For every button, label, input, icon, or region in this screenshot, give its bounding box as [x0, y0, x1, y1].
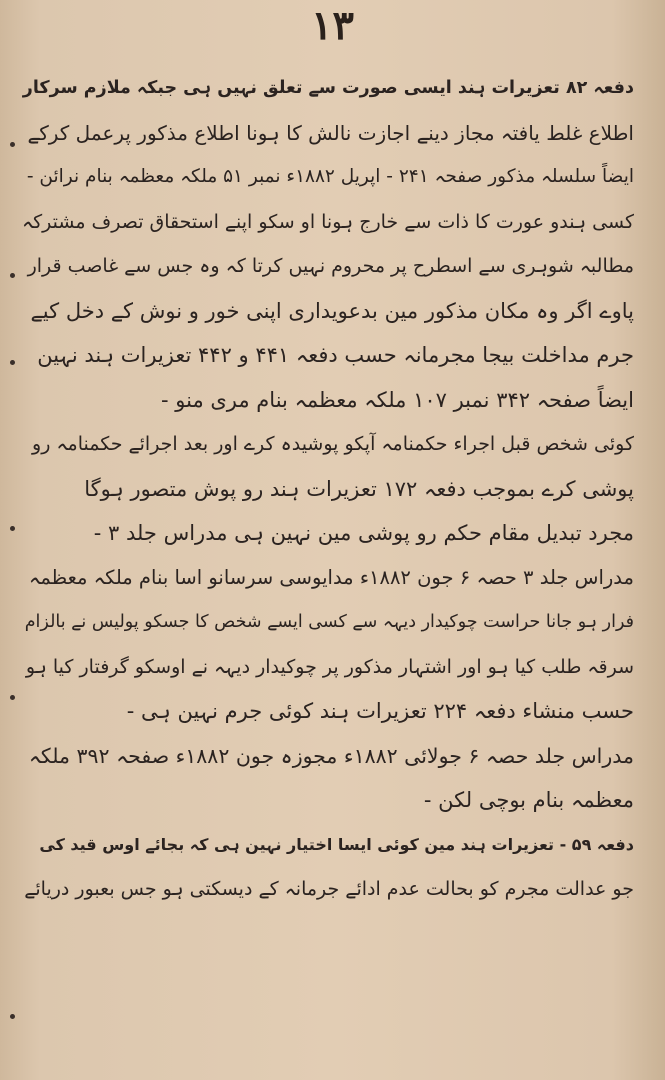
text-line: پوشی کرے بموجب دفعہ ۱۷۲ تعزیرات ہند رو پوش متصور ہوگا [84, 476, 634, 501]
text-line: حسب منشاء دفعہ ۲۲۴ تعزیرات ہند کوئی جرم نہین ہی - [126, 699, 634, 723]
page-number: ۱۳ [311, 2, 354, 49]
text-line: معظمہ بنام بوچی لکن - [423, 788, 634, 812]
text-line: مجرد تبدیل مقام حکم رو پوشی مین نہین ہی مدراس جلد ۳ - [93, 521, 634, 545]
text-line: مطالبہ شوہری سے اسطرح پر محروم نہیں کرتا کہ وہ جس سے غاصب قرار [27, 255, 634, 277]
text-line: جو عدالت مجرم کو بحالت عدم ادائے جرمانہ کے دیسکتی ہو جس بعبور دریائے [24, 878, 634, 900]
paragraph-marker [10, 526, 15, 531]
paragraph-marker [10, 273, 15, 278]
text-line: ایضاً سلسلہ مذکور صفحہ ۲۴۱ - اپریل ۱۸۸۲ء نمبر ۵۱ ملکہ معظمہ بنام نرائن - [26, 166, 634, 187]
text-body [22, 66, 634, 912]
text-line: جرم مداخلت بیجا مجرمانہ حسب دفعہ ۴۴۱ و ۴۴۲ تعزیرات ہند نہین [37, 343, 634, 367]
text-line: دفعہ ۵۹ - تعزیرات ہند مین کوئی ایسا اختیار نہین ہی کہ بجائے اوس قید کی [39, 834, 634, 854]
text-line: پاوے اگر وہ مکان مذکور مین بدعویداری اپنی خور و نوش کے دخل کیے [30, 298, 634, 323]
text-line: فرار ہو جانا حراست چوکیدار دیہہ سے کسی ایسے شخص کا جسکو پولیس نے بالزام [24, 612, 634, 632]
text-line: ایضاً صفحہ ۳۴۲ نمبر ۱۰۷ ملکہ معظمہ بنام مری منو - [161, 387, 634, 412]
paragraph-marker [10, 695, 15, 700]
paragraph-marker [10, 1014, 15, 1019]
text-line: کوئی شخص قبل اجراء حکمنامہ آپکو پوشیدہ کرے اور بعد اجرائے حکمنامہ رو [32, 433, 634, 455]
text-line: سرقہ طلب کیا ہو اور اشتہار مذکور پر چوکیدار دیہہ نے اوسکو گرفتار کیا ہو [25, 655, 634, 678]
paragraph-marker [10, 360, 15, 365]
text-line: دفعہ ۸۲ تعزیرات ہند ایسی صورت سے تعلق نہیں ہی جبکہ ملازم سرکار [22, 78, 634, 98]
paragraph-marker [10, 142, 15, 147]
text-line: مدراس جلد ۳ حصہ ۶ جون ۱۸۸۲ء مدایوسی سرسانو اسا بنام ملکہ معظمہ [28, 565, 634, 589]
text-line: کسی ہندو عورت کا ذات سے خارج ہونا او سکو اپنے استحقاق تصرف مشترکہ [22, 210, 634, 233]
text-line: مدراس جلد حصہ ۶ جولائی ۱۸۸۲ء مجوزہ جون ۱۸۸۲ء صفحہ ۳۹۲ ملکہ [28, 743, 634, 768]
text-line: اطلاع غلط یافتہ مجاز دینے اجازت نالش کا ہونا اطلاع مذکور پرعمل کرکے [27, 120, 634, 145]
